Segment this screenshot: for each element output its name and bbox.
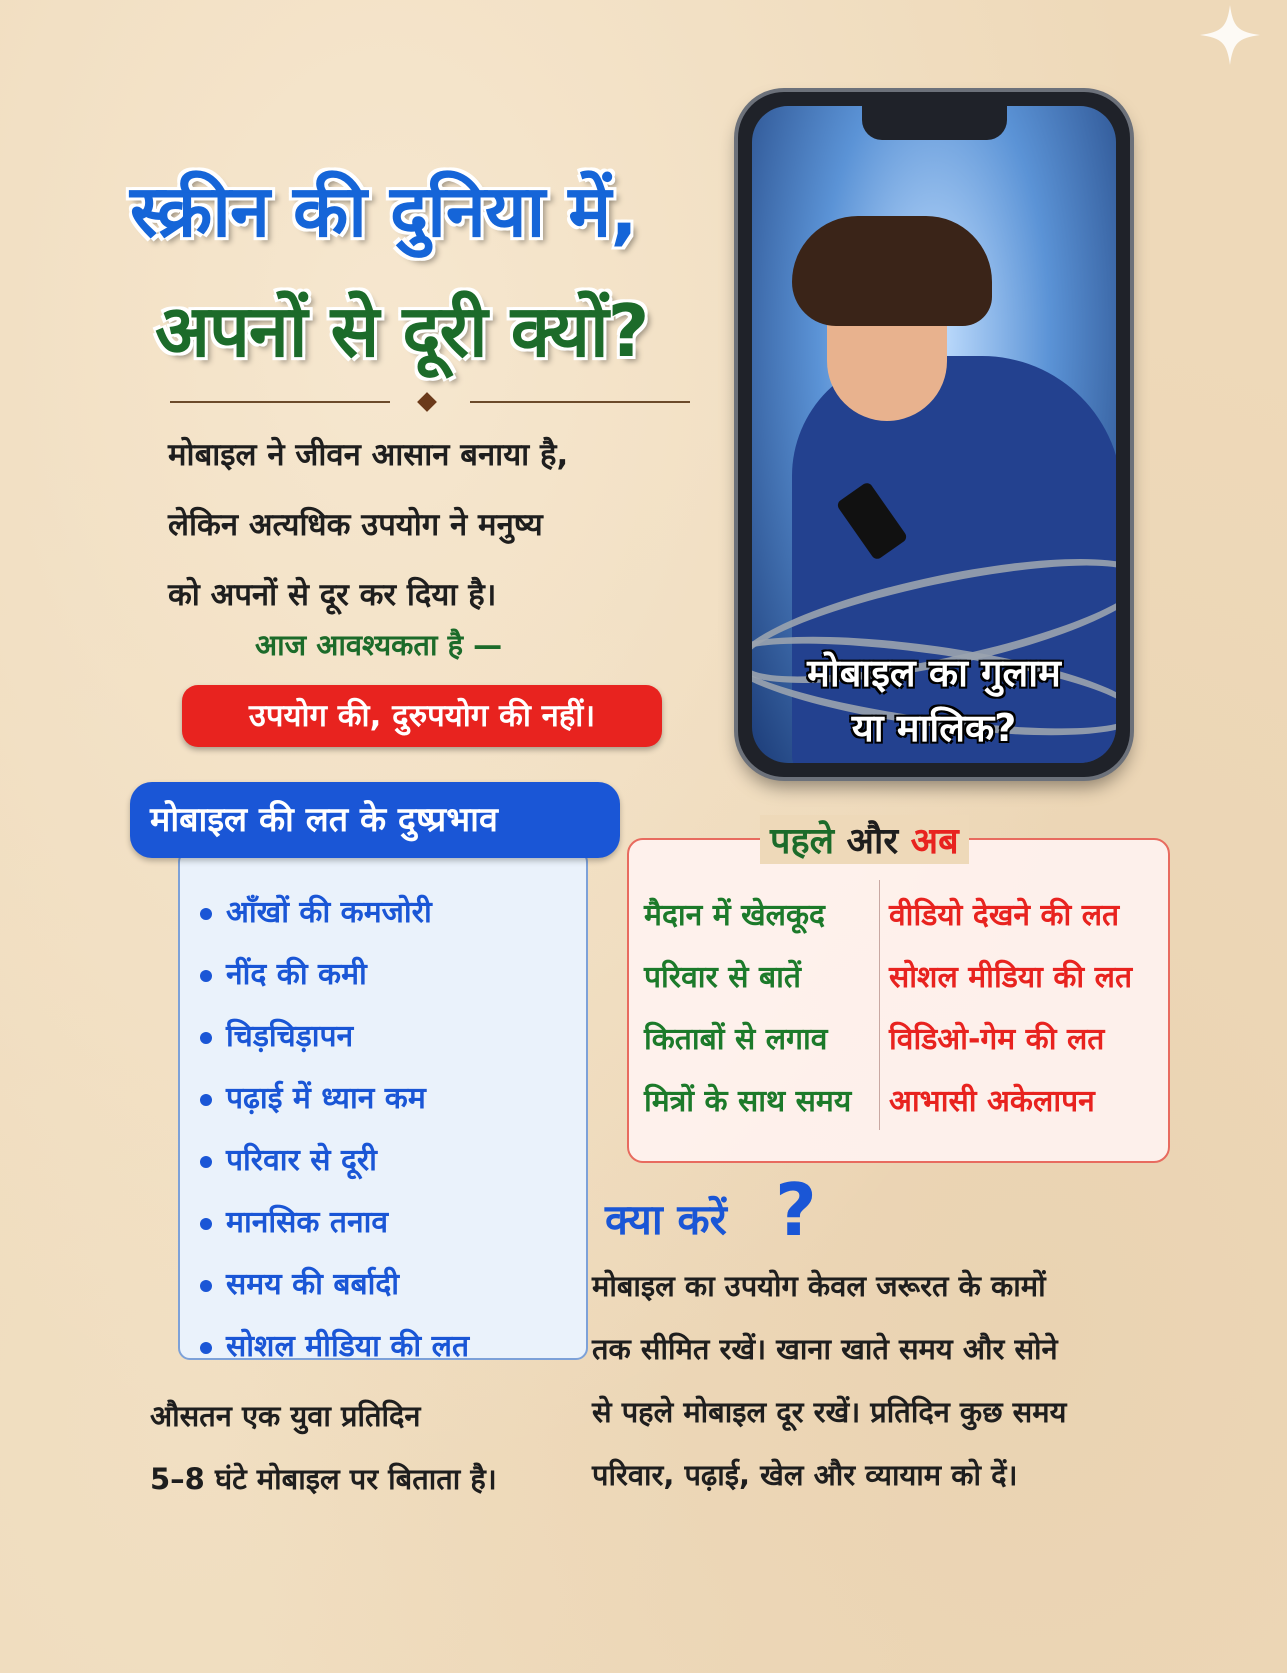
bullet-icon <box>200 1218 212 1230</box>
what-to-do-line: मोबाइल का उपयोग केवल जरूरत के कामों <box>592 1269 1046 1303</box>
list-item <box>200 1130 586 1192</box>
bullet-icon <box>200 1342 212 1354</box>
need-pill: उपयोग की, दुरुपयोग की नहीं। <box>182 685 662 747</box>
then-label: पहले <box>770 821 834 862</box>
intro-line: को अपनों से दूर कर दिया है। <box>168 577 497 613</box>
then-now-box <box>627 838 1170 1163</box>
column-divider <box>879 880 880 1130</box>
what-to-do-heading: क्या करें <box>605 1195 727 1244</box>
phone-illustration <box>738 92 1130 777</box>
bullet-icon <box>200 970 212 982</box>
and-label: और <box>846 821 899 862</box>
then-column <box>644 885 874 1133</box>
intro-paragraph <box>168 420 688 630</box>
list-item-label: आँखों की कमजोरी <box>226 895 432 930</box>
diamond-divider-icon <box>170 395 690 409</box>
effects-heading: मोबाइल की लत के दुष्प्रभाव <box>130 782 620 858</box>
now-item: सोशल मीडिया की लत <box>889 960 1133 995</box>
page-title-line-1: स्क्रीन की दुनिया में, <box>130 169 637 253</box>
list-item-label: नींद की कमी <box>226 957 367 992</box>
bullet-icon <box>200 1280 212 1292</box>
now-item: विडिओ-गेम की लत <box>889 1022 1105 1057</box>
bullet-icon <box>200 1156 212 1168</box>
what-to-do-line: परिवार, पढ़ाई, खेल और व्यायाम को दें। <box>592 1458 1018 1492</box>
list-item-label: समय की बर्बादी <box>226 1267 400 1302</box>
need-label: आज आवश्यकता है — <box>255 628 503 662</box>
intro-line: मोबाइल ने जीवन आसान बनाया है, <box>168 437 569 473</box>
stat-line: 5–8 घंटे मोबाइल पर बिताता है। <box>150 1462 497 1496</box>
bullet-icon <box>200 908 212 920</box>
phone-screen <box>752 106 1116 763</box>
list-item <box>200 1192 586 1254</box>
now-item: वीडियो देखने की लत <box>889 898 1120 933</box>
now-label: अब <box>910 821 959 862</box>
then-item: मित्रों के साथ समय <box>644 1084 852 1119</box>
now-item: आभासी अकेलापन <box>889 1084 1095 1119</box>
effects-list <box>178 850 588 1364</box>
usage-statistic <box>150 1385 590 1511</box>
phone-caption-line-1: मोबाइल का गुलाम <box>807 651 1061 695</box>
what-to-do-line: तक सीमित रखें। खाना खाते समय और सोने <box>592 1332 1058 1366</box>
page-title-line-2: अपनों से दूरी क्यों? <box>155 289 649 373</box>
list-item-label: चिड़चिड़ापन <box>226 1019 354 1054</box>
list-item <box>200 1068 586 1130</box>
list-item <box>200 1254 586 1316</box>
list-item-label: मानसिक तनाव <box>226 1205 389 1240</box>
list-item <box>200 1006 586 1068</box>
list-item-label: पढ़ाई में ध्यान कम <box>226 1081 426 1116</box>
then-now-title <box>760 815 969 864</box>
list-item <box>200 944 586 1006</box>
what-to-do-paragraph <box>592 1255 1162 1507</box>
now-column <box>889 885 1164 1133</box>
phone-notch <box>862 106 1007 140</box>
list-item-label: सोशल मीडिया की लत <box>226 1329 470 1364</box>
question-mark-icon: ? <box>775 1168 817 1252</box>
phone-caption-line-2: या मालिक? <box>851 706 1017 750</box>
then-item: मैदान में खेलकूद <box>644 898 825 933</box>
then-item: किताबों से लगाव <box>644 1022 828 1057</box>
bullet-icon <box>200 1032 212 1044</box>
list-item <box>200 1316 586 1378</box>
what-to-do-line: से पहले मोबाइल दूर रखें। प्रतिदिन कुछ समय <box>592 1395 1067 1429</box>
stat-line: औसतन एक युवा प्रतिदिन <box>150 1399 421 1433</box>
then-item: परिवार से बातें <box>644 960 801 995</box>
list-item <box>200 882 586 944</box>
sparkle-icon <box>1200 5 1260 65</box>
list-item-label: परिवार से दूरी <box>226 1143 377 1178</box>
boy-hair <box>792 216 992 326</box>
intro-line: लेकिन अत्यधिक उपयोग ने मनुष्य <box>168 507 543 543</box>
bullet-icon <box>200 1094 212 1106</box>
